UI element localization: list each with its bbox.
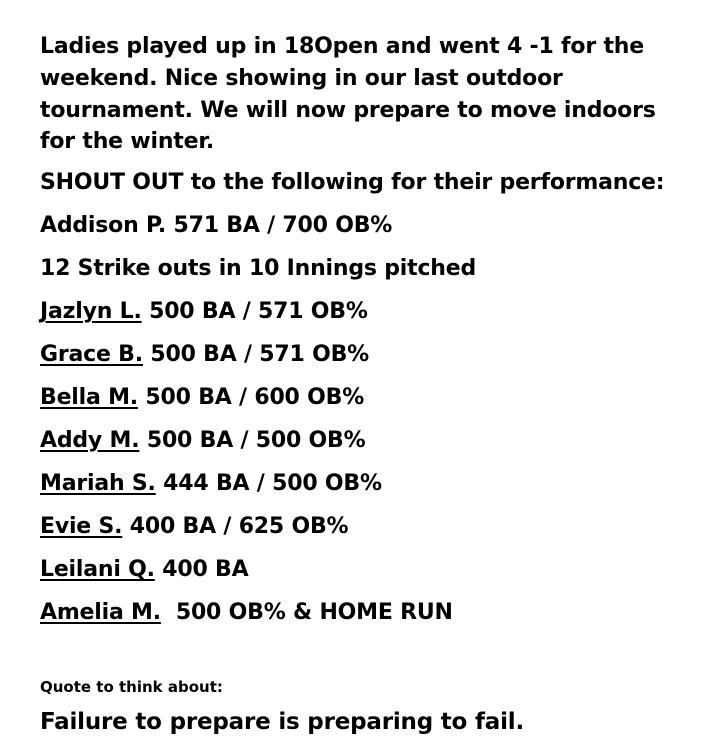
player-name-link[interactable]: Grace B.: [40, 342, 143, 368]
player-name-link[interactable]: Jazlyn L.: [40, 299, 142, 325]
player-name-link[interactable]: Addy M.: [40, 428, 140, 454]
player-stats: 400 BA / 625 OB%: [129, 514, 349, 540]
player-line: [40, 513, 690, 541]
player-line: [40, 341, 690, 369]
shout-out-heading: SHOUT OUT to the following for their performance:: [40, 170, 665, 196]
player-stats: 444 BA / 500 OB%: [163, 471, 382, 497]
player-stats: 500 BA / 571 OB%: [149, 299, 368, 325]
player-name-link[interactable]: Evie S.: [40, 514, 123, 540]
player-line: [40, 599, 690, 627]
player-name-link[interactable]: Leilani Q.: [40, 557, 155, 583]
player-stats: 500 BA / 571 OB%: [150, 342, 370, 368]
quote-text: Failure to prepare is preparing to fail.: [40, 709, 524, 736]
player-name-link[interactable]: Bella M.: [40, 385, 138, 411]
player-stats: 500 OB% & HOME RUN: [175, 600, 453, 626]
player-line: [40, 384, 690, 412]
player-line: [40, 427, 690, 455]
player-stats: 500 BA / 600 OB%: [145, 385, 365, 411]
player-line: [40, 298, 690, 326]
player-line: [40, 556, 690, 584]
player-name-link[interactable]: Mariah S.: [40, 471, 156, 497]
player-line: [40, 470, 690, 498]
intro-paragraph: Ladies played up in 18Open and went 4 -1 for the weekend. Nice showing in our last outdoor tournament. We will now prepare to move indoors for the winter.: [40, 34, 656, 155]
strikeouts-line: 12 Strike outs in 10 Innings pitched: [40, 256, 477, 282]
post-body: [40, 31, 690, 737]
player-stats: 400 BA: [162, 557, 249, 583]
player-name-link[interactable]: Amelia M.: [40, 600, 161, 626]
player-stats: 500 BA / 500 OB%: [146, 428, 366, 454]
quote-label: Quote to think about:: [40, 678, 223, 697]
addison-stats-line: Addison P. 571 BA / 700 OB%: [40, 213, 393, 239]
